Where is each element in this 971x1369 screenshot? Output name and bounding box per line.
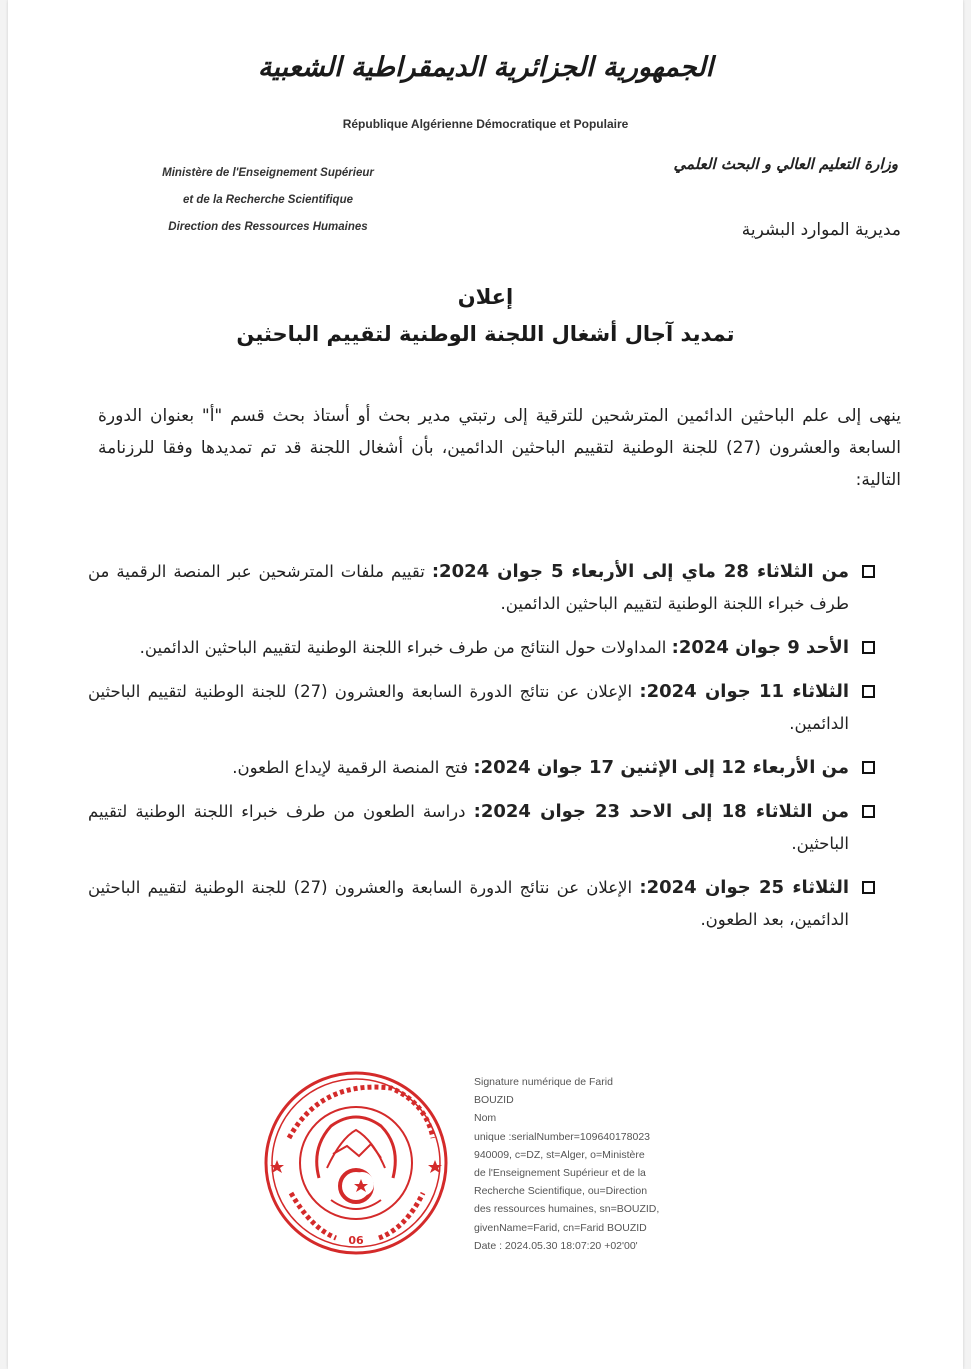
signature-line: BOUZID (474, 1094, 514, 1107)
stamp-number: 06 (348, 1234, 364, 1247)
ministry-french-line1: Ministère de l'Enseignement Supérieur (162, 167, 374, 179)
checkbox-icon (862, 881, 875, 894)
schedule-date: الثلاثاء 11 جوان 2024: (639, 681, 849, 702)
signature-line: Nom (474, 1112, 497, 1125)
schedule-list (88, 556, 875, 948)
announcement-intro: ينهى إلى علم الباحثين الدائمين المترشحين للترقية إلى رتبتي مدير بحث أو أستاذ بحث قسم "أ" بعنوان الدورة السابعة والعشرون (27) للجنة الوطنية لتقييم الباحثين الدائمين، بأن أشغال اللجنة قد تم تمديدها وفقا للرزنامة التالية: (98, 406, 902, 490)
schedule-item (88, 752, 875, 784)
schedule-description: فتح المنصة الرقمية لإيداع الطعون. (232, 758, 474, 777)
announcement-title: إعلان (457, 285, 514, 309)
signature-line: Signature numérique de Farid (474, 1076, 613, 1088)
schedule-date: الأحد 9 جوان 2024: (671, 637, 849, 658)
schedule-item (88, 676, 875, 740)
ministry-french-line2: et de la Recherche Scientifique (182, 194, 353, 206)
checkbox-icon (862, 641, 875, 654)
republic-title-french: République Algérienne Démocratique et Populaire (342, 117, 629, 131)
ministry-name-french (113, 160, 423, 214)
signature-line: des ressources humaines, sn=BOUZID, (474, 1203, 660, 1216)
schedule-item (88, 872, 875, 936)
checkbox-icon (862, 565, 875, 578)
republic-title-arabic: الجمهورية الجزائرية الديمقراطية الشعبية (257, 52, 714, 83)
ministry-name-arabic: وزارة التعليم العالي و البحث العلمي (673, 155, 898, 173)
checkbox-icon (862, 805, 875, 818)
schedule-description: الإعلان عن نتائج الدورة السابعة والعشرون (27) للجنة الوطنية لتقييم الباحثين الدائمين. (88, 682, 849, 733)
schedule-description: الإعلان عن نتائج الدورة السابعة والعشرون (27) للجنة الوطنية لتقييم الباحثين الدائمين، بعد الطعون. (88, 878, 849, 929)
checkbox-icon (862, 685, 875, 698)
document-page (8, 0, 963, 1369)
schedule-date: من الثلاثاء 28 ماي إلى الأربعاء 5 جوان 2024: (431, 561, 849, 582)
announcement-subtitle: تمديد آجال أشغال اللجنة الوطنية لتقييم الباحثين (236, 322, 735, 346)
schedule-description: دراسة الطعون من طرف خبراء اللجنة الوطنية لتقييم الباحثين. (88, 802, 849, 853)
schedule-date: من الأربعاء 12 إلى الإثنين 17 جوان 2024: (473, 757, 849, 778)
schedule-item (88, 796, 875, 860)
official-stamp-icon (261, 1068, 451, 1258)
signature-line: Date : 2024.05.30 18:07:20 +02'00' (474, 1239, 638, 1252)
signature-line: givenName=Farid, cn=Farid BOUZID (474, 1221, 647, 1234)
schedule-description: تقييم ملفات المترشحين عبر المنصة الرقمية من طرف خبراء اللجنة الوطنية لتقييم الباحثين الدائمين. (88, 562, 849, 613)
digital-signature-block (474, 1073, 724, 1255)
schedule-date: من الثلاثاء 18 إلى الاحد 23 جوان 2024: (473, 801, 849, 822)
schedule-date: الثلاثاء 25 جوان 2024: (639, 877, 849, 898)
direction-name-arabic: مديرية الموارد البشرية (741, 220, 901, 240)
direction-name-french: Direction des Ressources Humaines (168, 221, 368, 233)
signature-line: de l'Enseignement Supérieur et de la (474, 1167, 646, 1180)
signature-line: unique :serialNumber=109640178023 (474, 1130, 651, 1143)
schedule-item (88, 556, 875, 620)
schedule-description: المداولات حول النتائج من طرف خبراء اللجنة الوطنية لتقييم الباحثين الدائمين. (139, 638, 672, 657)
schedule-item (88, 632, 875, 664)
signature-line: 940009, c=DZ, st=Alger, o=Ministère (474, 1148, 645, 1161)
signature-line: Recherche Scientifique, ou=Direction (474, 1185, 648, 1198)
checkbox-icon (862, 761, 875, 774)
